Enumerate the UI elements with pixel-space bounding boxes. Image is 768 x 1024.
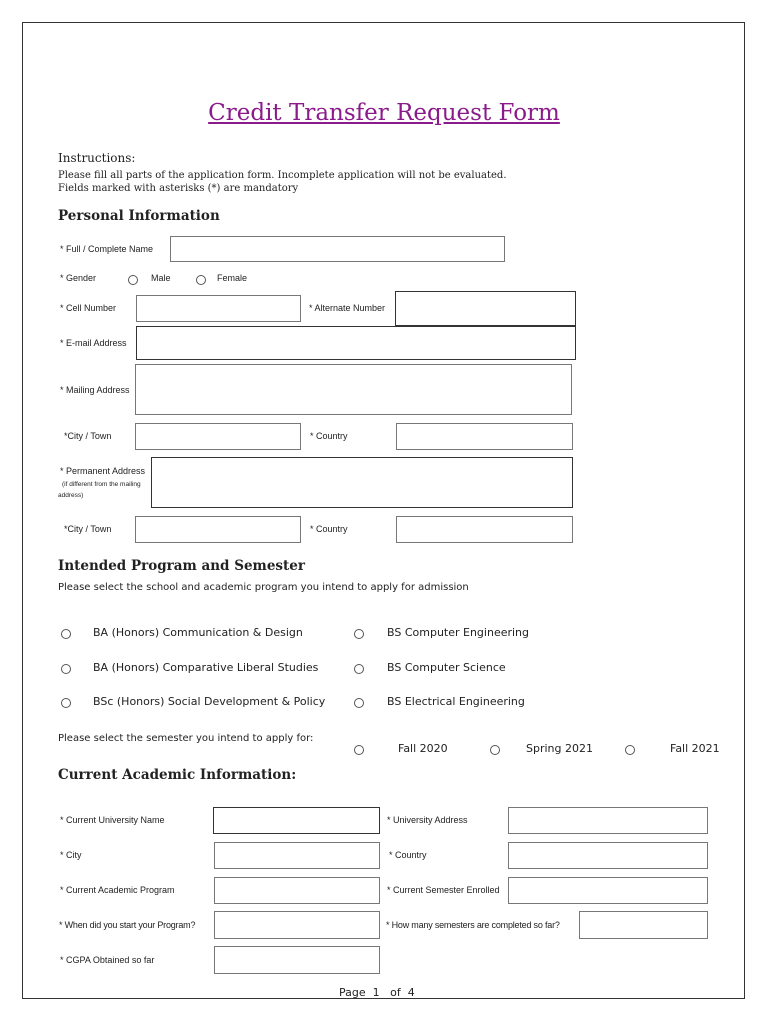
semester-prompt: Please select the semester you intend to apply for: [58, 733, 314, 744]
program-option: BA (Honors) Comparative Liberal Studies [93, 661, 319, 674]
country-label-2: * Country [310, 524, 348, 534]
academic-program-label: * Current Academic Program [60, 885, 175, 895]
program-radio[interactable] [61, 698, 71, 708]
female-radio[interactable] [196, 275, 206, 285]
academic-program-input[interactable] [214, 877, 380, 904]
semester-radio[interactable] [354, 745, 364, 755]
instructions-heading: Instructions: [58, 151, 136, 165]
program-option: BS Computer Engineering [387, 626, 530, 639]
program-option: BSc (Honors) Social Development & Policy [93, 695, 326, 708]
semester-radio[interactable] [490, 745, 500, 755]
program-radio[interactable] [61, 629, 71, 639]
permanent-address-input[interactable] [151, 457, 573, 508]
semester-radio[interactable] [625, 745, 635, 755]
start-input[interactable] [214, 911, 380, 939]
program-radio[interactable] [354, 698, 364, 708]
city-input[interactable] [135, 423, 301, 450]
cgpa-input[interactable] [214, 946, 380, 974]
university-label: * Current University Name [60, 815, 165, 825]
country-input[interactable] [396, 423, 573, 450]
program-option: BS Computer Science [387, 661, 506, 674]
program-option: BS Electrical Engineering [387, 695, 525, 708]
university-address-input[interactable] [508, 807, 708, 834]
completed-label: * How many semesters are completed so far? [386, 920, 560, 930]
cell-label: * Cell Number [60, 303, 117, 313]
city-label-2: *City / Town [64, 524, 112, 534]
alternate-input[interactable] [395, 291, 576, 326]
male-radio[interactable] [128, 275, 138, 285]
program-option: BA (Honors) Communication & Design [93, 626, 303, 639]
semester-option: Fall 2021 [670, 742, 720, 755]
academic-country-input[interactable] [508, 842, 708, 869]
male-label: Male [151, 273, 171, 283]
city-label: *City / Town [64, 431, 112, 441]
cgpa-label: * CGPA Obtained so far [60, 955, 155, 965]
mailing-label: * Mailing Address [60, 385, 130, 395]
academic-heading: Current Academic Information: [58, 767, 297, 783]
female-label: Female [217, 273, 248, 283]
program-radio[interactable] [354, 629, 364, 639]
semester-enrolled-input[interactable] [508, 877, 708, 904]
program-radio[interactable] [354, 664, 364, 674]
personal-heading: Personal Information [58, 208, 220, 224]
mailing-input[interactable] [135, 364, 572, 415]
country-input-2[interactable] [396, 516, 573, 543]
instructions-line1: Please fill all parts of the application form. Incomplete application will not be evaluated. [58, 170, 507, 181]
university-address-label: * University Address [387, 815, 468, 825]
city-input-2[interactable] [135, 516, 301, 543]
program-heading: Intended Program and Semester [58, 558, 305, 574]
full-name-input[interactable] [170, 236, 505, 262]
semester-option: Fall 2020 [398, 742, 448, 755]
email-label: * E-mail Address [60, 338, 127, 348]
semester-enrolled-label: * Current Semester Enrolled [387, 885, 500, 895]
email-input[interactable] [136, 326, 576, 360]
academic-city-input[interactable] [214, 842, 380, 869]
completed-input[interactable] [579, 911, 708, 939]
program-radio[interactable] [61, 664, 71, 674]
instructions-line2: Fields marked with asterisks (*) are mandatory [58, 183, 299, 194]
permanent-note: (if different from the mailing [62, 481, 141, 488]
permanent-label: * Permanent Address [60, 466, 146, 476]
academic-country-label: * Country [389, 850, 427, 860]
university-input[interactable] [213, 807, 380, 834]
country-label: * Country [310, 431, 348, 441]
gender-label: * Gender [60, 273, 97, 283]
program-instruction: Please select the school and academic program you intend to apply for admission [58, 582, 469, 593]
academic-city-label: * City [60, 850, 82, 860]
permanent-note-2: address) [58, 492, 84, 499]
form-title: Credit Transfer Request Form [208, 100, 560, 126]
cell-input[interactable] [136, 295, 301, 322]
page-number: Page 1 of 4 [339, 986, 415, 999]
full-name-label: * Full / Complete Name [60, 244, 154, 254]
semester-option: Spring 2021 [526, 742, 593, 755]
alternate-label: * Alternate Number [309, 303, 386, 313]
start-label: * When did you start your Program? [59, 920, 196, 930]
